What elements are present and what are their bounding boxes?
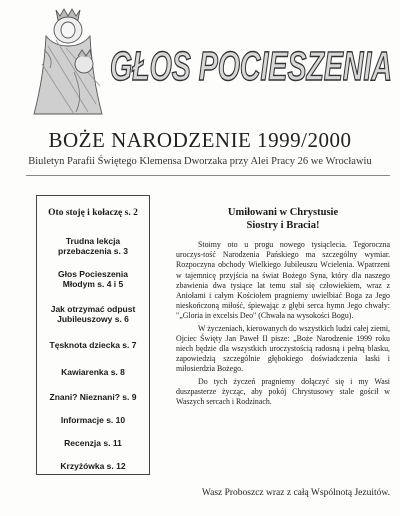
letter-greeting: Umiłowani w Chrystusie Siostry i Bracia! xyxy=(227,207,339,231)
toc-item[interactable]: Informacje s. 10 xyxy=(60,415,126,425)
letter-paragraph: W życzeniach, kierowanych do wszystkich ludzi całej ziemi, Ojciec Święty Jan Paweł II pisze: „Boże Narodzenie 1999 roku niech będzie dla wszystkich uroczystością radosną i pełną blasku, zapowiedzią szczególnie głębokiego doświadczenia łaski i miłosierdzia Bożego. xyxy=(176,323,391,374)
toc-item[interactable]: Recenzja s. 11 xyxy=(64,438,122,448)
issue-title: BOŻE NARODZENIE 1999/2000 xyxy=(48,128,352,152)
letter-paragraph: Stoimy oto u progu nowego tysiąclecia. Tegoroczna uroczys-tość Narodzenia Pańskiego ma szczególny wymiar. Rozpoczyna obchody Wielkiego Jubileuszu Wcielenia. Wpatrzeni w tajemnicę przyjścia na świat Bożego Syna, który dla naszego zbawienia dwa tysiące lat temu stał się człowiekiem, wraz z Aniołami i całym Kościołem pragniemy uwielbiać Boga za Jego nieskończoną miłość, śpiewając z głębi serca hymn Jego chwały: "„Gloria in excelsis Deo" (Chwała na wysokości Bogu). xyxy=(176,240,390,321)
letter-paragraph: Do tych życzeń pragniemy dołączyć się i my Wasi duszpasterze życząc, aby pokój Chrystusowy stale gościł w Waszych sercach i Rodzinach. xyxy=(176,376,390,407)
toc-item[interactable]: Trudna lekcja przebaczenia s. 3 xyxy=(58,236,128,256)
toc-item[interactable]: Tęsknota dziecka s. 7 xyxy=(49,340,137,350)
toc-item[interactable]: Krzyżówka s. 12 xyxy=(60,461,126,471)
toc-item[interactable]: Jak otrzymać odpust Jubileuszowy s. 6 xyxy=(50,304,136,324)
toc-item[interactable]: Oto stoję i kołaczę s. 2 xyxy=(48,208,138,218)
masthead-logo xyxy=(110,36,394,92)
toc-item[interactable]: Głos Pocieszenia Młodym s. 4 i 5 xyxy=(58,269,128,289)
toc-item[interactable]: Kawiarenka s. 8 xyxy=(61,367,125,377)
masthead-title: GŁOS POCIESZENIA xyxy=(110,43,392,89)
christmas-letter xyxy=(176,206,390,407)
table-of-contents xyxy=(36,195,150,475)
issue-subtitle: Biuletyn Parafii Świętego Klemensa Dworzaka przy Alei Pracy 26 we Wrocławiu xyxy=(28,156,372,167)
madonna-illustration xyxy=(26,6,108,118)
toc-item[interactable]: Znani? Nieznani? s. 9 xyxy=(49,392,137,402)
header-divider xyxy=(26,175,390,176)
letter-signature: Wasz Proboszcz wraz z całą Wspólnotą Jezuitów. xyxy=(201,488,390,498)
